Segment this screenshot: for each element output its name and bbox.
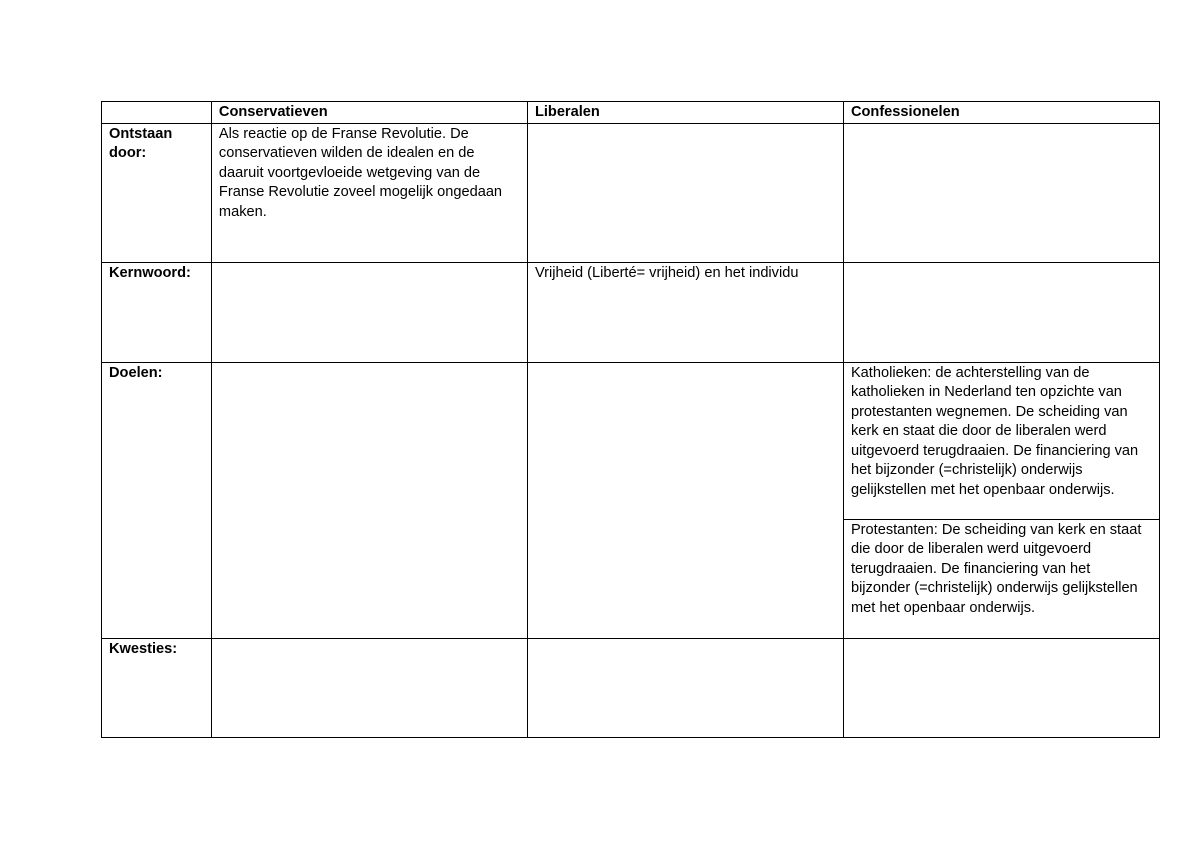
- header-confessionelen: Confessionelen: [843, 102, 1159, 124]
- header-liberalen: Liberalen: [527, 102, 843, 124]
- cell-ontstaan-confessionelen: [843, 123, 1159, 262]
- cell-ontstaan-conservatieven: Als reactie op de Franse Revolutie. De conservatieven wilden de idealen en de daaruit voortgevloeide wetgeving van de Franse Revolutie zoveel mogelijk ongedaan maken.: [211, 123, 527, 262]
- row-label-kernwoord: Kernwoord:: [102, 262, 212, 362]
- cell-doelen-katholieken: Katholieken: de achterstelling van de katholieken in Nederland ten opzichte van protestanten wegnemen. De scheiding van kerk en staat die door de liberalen werd uitgevoerd terugdraaien. De financiering van het bijzonder (=christelijk) onderwijs gelijkstellen met het openbaar onderwijs.: [843, 362, 1159, 519]
- cell-doelen-conservatieven: [211, 362, 527, 638]
- row-kwesties: [102, 638, 1160, 737]
- row-ontstaan: [102, 123, 1160, 262]
- row-label-ontstaan: Ontstaan door:: [102, 123, 212, 262]
- row-label-kwesties: Kwesties:: [102, 638, 212, 737]
- cell-doelen-protestanten: Protestanten: De scheiding van kerk en staat die door de liberalen werd uitgevoerd terugdraaien. De financiering van het bijzonder (=christelijk) onderwijs gelijkstellen met het openbaar onderwijs.: [843, 519, 1159, 638]
- header-conservatieven: Conservatieven: [211, 102, 527, 124]
- cell-kernwoord-liberalen: Vrijheid (Liberté= vrijheid) en het individu: [527, 262, 843, 362]
- row-doelen: [102, 362, 1160, 519]
- cell-kwesties-liberalen: [527, 638, 843, 737]
- cell-kernwoord-conservatieven: [211, 262, 527, 362]
- comparison-table: [101, 101, 1160, 738]
- cell-doelen-liberalen: [527, 362, 843, 638]
- cell-kwesties-confessionelen: [843, 638, 1159, 737]
- header-row: [102, 102, 1160, 124]
- row-kernwoord: [102, 262, 1160, 362]
- header-empty-cell: [102, 102, 212, 124]
- cell-ontstaan-liberalen: [527, 123, 843, 262]
- cell-kwesties-conservatieven: [211, 638, 527, 737]
- row-label-doelen: Doelen:: [102, 362, 212, 638]
- cell-kernwoord-confessionelen: [843, 262, 1159, 362]
